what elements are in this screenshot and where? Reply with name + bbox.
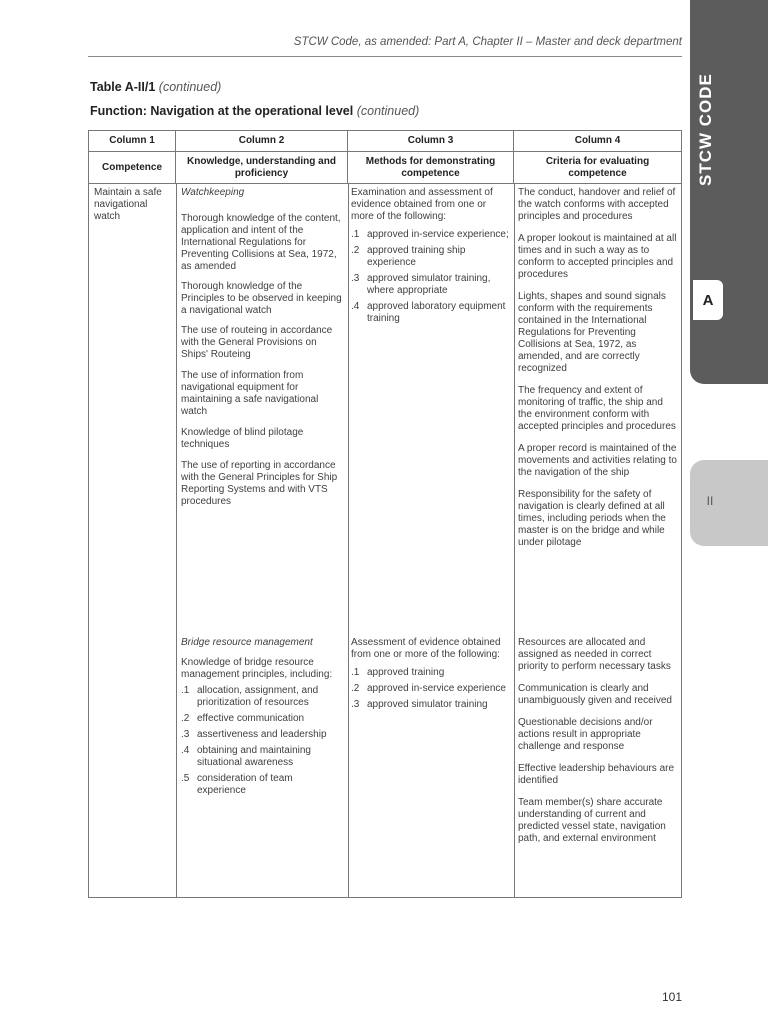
brm-list-item: .5 consideration of team experience <box>181 773 293 796</box>
column-1-header: Column 1 <box>89 131 176 151</box>
knowledge-item: Knowledge of blind pilotage techniques <box>181 427 304 450</box>
table-title-continued: (continued) <box>158 80 222 94</box>
watchkeeping-heading: Watchkeeping <box>181 187 245 198</box>
methods-brm-list-item: .1 approved training <box>351 667 445 678</box>
page-number: 101 <box>661 990 682 1004</box>
knowledge-item: Thorough knowledge of the Principles to be observed in keeping a navigational watch <box>181 281 342 316</box>
competence-cell <box>94 187 172 223</box>
methods-intro: Examination and assessment of evidence obtained from one or more of the following: <box>351 187 493 222</box>
column-4-header: Column 4 <box>574 135 621 146</box>
criteria-watchkeeping-cell <box>518 187 678 549</box>
criteria-brm-item: Team member(s) share accurate understanding of current and predicted vessel state, navigation path, and external environment <box>518 797 666 844</box>
table-title-text: Table A-II/1 <box>90 80 156 94</box>
brm-intro: Knowledge of bridge resource management principles, including: <box>181 657 333 680</box>
header-rule <box>88 56 682 57</box>
knowledge-item: The use of reporting in accordance with the General Principles for Ship Reporting Systems and with VTS procedures <box>181 460 338 507</box>
criteria-subhead: Criteria for evaluating competence <box>545 155 650 179</box>
methods-list-item: .4 approved laboratory equipment training <box>351 301 506 324</box>
methods-subhead: Methods for demonstrating competence <box>348 152 514 183</box>
brm-list-item: .2 effective communication <box>181 713 305 724</box>
part-a-tab: A <box>693 280 723 320</box>
methods-list-item: .1 approved in-service experience; <box>351 229 509 240</box>
column-divider <box>176 183 177 897</box>
methods-list-item: .2 approved training ship experience <box>351 245 466 268</box>
methods-list-item: .3 approved simulator training, where appropriate <box>351 273 491 296</box>
stcw-code-tab-label: STCW CODE <box>696 73 715 187</box>
function-title <box>90 104 419 118</box>
criteria-item: A proper lookout is maintained at all times and in such a way as to conform to accepted principles and procedures <box>518 233 677 280</box>
methods-brm-list-item: .2 approved in-service experience <box>351 683 506 694</box>
column-divider <box>514 183 515 897</box>
criteria-item: The conduct, handover and relief of the watch conforms with accepted principles and procedures <box>518 187 676 222</box>
function-title-continued: (continued) <box>356 104 420 118</box>
competence-subhead: Competence <box>89 152 176 183</box>
knowledge-item: Thorough knowledge of the content, application and intent of the International Regulations for Preventing Collisions at Sea, 1972, as amended <box>181 213 341 272</box>
table-title <box>90 80 221 94</box>
methods-brm-list-item: .3 approved simulator training <box>351 699 488 710</box>
column-divider <box>348 183 349 897</box>
methods-brm-intro: Assessment of evidence obtained from one or more of the following: <box>351 637 501 660</box>
criteria-item: Responsibility for the safety of navigation is clearly defined at all times, including periods when the master is on the bridge and while under pilotage <box>518 489 666 548</box>
criteria-item: A proper record is maintained of the movements and activities relating to the navigation of the ship <box>518 443 677 478</box>
brm-list-item: .3 assertiveness and leadership <box>181 729 327 740</box>
knowledge-item: The use of routeing in accordance with the General Provisions on Ships' Routeing <box>181 325 333 360</box>
methods-brm-cell <box>351 637 511 711</box>
competence-text: Maintain a safe navigational watch <box>94 187 162 222</box>
column-2-header: Column 2 <box>176 131 348 151</box>
knowledge-watchkeeping-cell <box>181 187 343 508</box>
brm-list-item: .4 obtaining and maintaining situational awareness <box>181 745 311 768</box>
criteria-brm-item: Questionable decisions and/or actions result in appropriate challenge and response <box>518 717 653 752</box>
knowledge-item: The use of information from navigational equipment for maintaining a safe navigational watch <box>181 370 319 417</box>
knowledge-subhead: Knowledge, understanding and proficiency <box>176 152 348 183</box>
competence-table <box>88 130 682 898</box>
criteria-brm-item: Effective leadership behaviours are identified <box>518 763 675 786</box>
chapter-ii-tab-label: II <box>706 494 714 508</box>
column-3-header: Column 3 <box>348 131 514 151</box>
methods-watchkeeping-cell <box>351 187 511 325</box>
brm-list-item: .1 allocation, assignment, and prioritization of resources <box>181 685 319 708</box>
function-title-text: Function: Navigation at the operational level <box>90 104 354 118</box>
brm-heading: Bridge resource management <box>181 637 313 648</box>
criteria-item: Lights, shapes and sound signals conform with the requirements contained in the International Regulations for Preventing Collisions at Sea, 1972, as amended, and are correctly recognized <box>518 291 666 374</box>
criteria-brm-cell <box>518 637 678 845</box>
criteria-item: The frequency and extent of monitoring of traffic, the ship and the environment conform with accepted principles and procedures <box>518 385 676 432</box>
criteria-brm-item: Resources are allocated and assigned as needed in correct priority to perform necessary tasks <box>518 637 671 672</box>
table-column-numbers <box>89 131 681 152</box>
table-subheads <box>89 152 681 184</box>
running-head: STCW Code, as amended: Part A, Chapter II – Master and deck department <box>293 36 682 48</box>
criteria-brm-item: Communication is clearly and unambiguously given and received <box>518 683 672 706</box>
knowledge-brm-cell <box>181 637 343 797</box>
